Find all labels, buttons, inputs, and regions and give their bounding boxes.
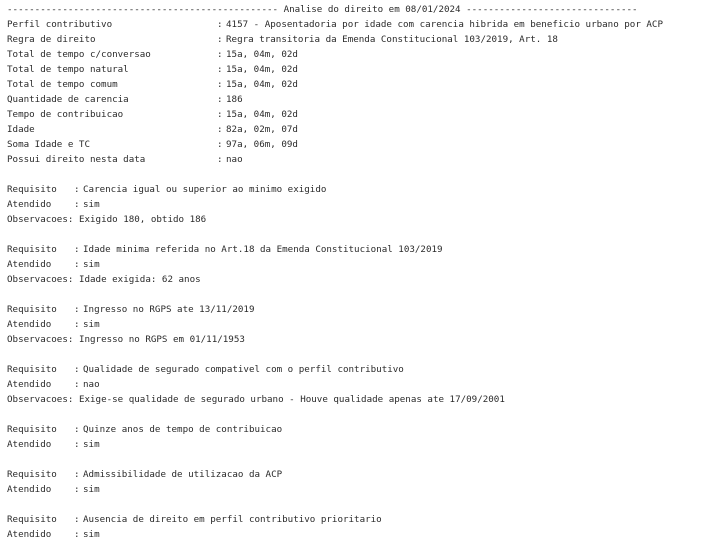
requirement-met-row xyxy=(7,197,711,212)
requirement-label-key: Requisito xyxy=(7,424,57,435)
requirement-label-colon: : xyxy=(74,304,80,315)
summary-colon: : xyxy=(217,34,223,45)
summary-colon: : xyxy=(217,64,223,75)
summary-colon: : xyxy=(217,49,223,60)
requirement-met-row xyxy=(7,437,711,452)
requirement-label-key: Requisito xyxy=(7,244,57,255)
requirement-notes-key: Observacoes xyxy=(7,394,68,405)
analysis-report xyxy=(7,2,711,542)
spacer xyxy=(7,347,711,362)
summary-colon: : xyxy=(217,94,223,105)
spacer xyxy=(7,167,711,182)
requirement-met-row xyxy=(7,527,711,542)
summary-label: Regra de direito xyxy=(7,34,96,45)
requirement-block xyxy=(7,302,711,347)
requirement-notes-value: Idade exigida: 62 anos xyxy=(78,274,201,285)
summary-row xyxy=(7,77,711,92)
summary-row xyxy=(7,47,711,62)
requirement-label-value: Admissibilidade de utilizacao da ACP xyxy=(83,469,283,480)
summary-colon: : xyxy=(217,19,223,30)
requirement-notes-key: Observacoes xyxy=(7,274,68,285)
summary-row xyxy=(7,17,711,32)
summary-row xyxy=(7,122,711,137)
spacer xyxy=(7,452,711,467)
requirement-met-value: sim xyxy=(83,439,100,450)
requirement-label-key: Requisito xyxy=(7,469,57,480)
summary-value: nao xyxy=(226,154,243,165)
requirement-met-colon: : xyxy=(74,379,80,390)
requirement-label-row xyxy=(7,422,711,437)
summary-value: Regra transitoria da Emenda Constitucional 103/2019, Art. 18 xyxy=(226,34,558,45)
requirement-notes-colon: : xyxy=(67,394,74,405)
requirement-label-row xyxy=(7,362,711,377)
requirement-notes-value: Exige-se qualidade de segurado urbano - Houve qualidade apenas ate 17/09/2001 xyxy=(78,394,505,405)
requirement-notes-key: Observacoes xyxy=(7,214,68,225)
requirement-met-colon: : xyxy=(74,319,80,330)
summary-row xyxy=(7,62,711,77)
summary-label: Soma Idade e TC xyxy=(7,139,90,150)
requirement-met-colon: : xyxy=(74,439,80,450)
requirement-label-key: Requisito xyxy=(7,304,57,315)
requirement-met-colon: : xyxy=(74,259,80,270)
summary-row xyxy=(7,152,711,167)
requirement-label-key: Requisito xyxy=(7,364,57,375)
requirement-label-key: Requisito xyxy=(7,184,57,195)
summary-value: 15a, 04m, 02d xyxy=(226,49,298,60)
requirement-met-key: Atendido xyxy=(7,439,52,450)
requirement-notes-colon: : xyxy=(67,334,74,345)
requirement-label-value: Ausencia de direito em perfil contributivo prioritario xyxy=(83,514,382,525)
requirement-label-colon: : xyxy=(74,514,80,525)
requirement-label-row xyxy=(7,512,711,527)
requirement-met-row xyxy=(7,377,711,392)
requirement-met-row xyxy=(7,257,711,272)
requirement-met-value: sim xyxy=(83,319,100,330)
requirement-met-value: nao xyxy=(83,379,100,390)
requirement-label-colon: : xyxy=(74,424,80,435)
requirement-block xyxy=(7,422,711,452)
spacer xyxy=(7,497,711,512)
requirement-label-colon: : xyxy=(74,364,80,375)
requirement-label-value: Qualidade de segurado compativel com o perfil contributivo xyxy=(83,364,404,375)
spacer xyxy=(7,407,711,422)
requirement-met-colon: : xyxy=(74,484,80,495)
requirement-label-value: Ingresso no RGPS ate 13/11/2019 xyxy=(83,304,255,315)
summary-colon: : xyxy=(217,139,223,150)
requirement-met-key: Atendido xyxy=(7,259,52,270)
requirement-met-value: sim xyxy=(83,529,100,540)
requirement-met-key: Atendido xyxy=(7,199,52,210)
summary-colon: : xyxy=(217,109,223,120)
summary-value: 15a, 04m, 02d xyxy=(226,79,298,90)
requirements-section xyxy=(7,167,711,542)
requirement-notes-row xyxy=(7,212,711,227)
requirement-block xyxy=(7,362,711,407)
requirement-label-value: Idade minima referida no Art.18 da Emenda Constitucional 103/2019 xyxy=(83,244,443,255)
summary-label: Total de tempo comum xyxy=(7,79,118,90)
requirement-block xyxy=(7,182,711,227)
summary-value: 82a, 02m, 07d xyxy=(226,124,298,135)
requirement-met-colon: : xyxy=(74,199,80,210)
requirement-label-row xyxy=(7,467,711,482)
requirement-met-colon: : xyxy=(74,529,80,540)
requirement-notes-colon: : xyxy=(67,214,74,225)
requirement-label-value: Carencia igual ou superior ao minimo exigido xyxy=(83,184,327,195)
summary-row xyxy=(7,107,711,122)
summary-value: 186 xyxy=(226,94,243,105)
summary-row xyxy=(7,92,711,107)
summary-colon: : xyxy=(217,154,223,165)
summary-value: 97a, 06m, 09d xyxy=(226,139,298,150)
requirement-label-row xyxy=(7,302,711,317)
summary-label: Idade xyxy=(7,124,35,135)
summary-colon: : xyxy=(217,79,223,90)
requirement-met-key: Atendido xyxy=(7,484,52,495)
requirement-label-colon: : xyxy=(74,244,80,255)
summary-label: Quantidade de carencia xyxy=(7,94,129,105)
requirement-met-row xyxy=(7,317,711,332)
requirement-label-value: Quinze anos de tempo de contribuicao xyxy=(83,424,283,435)
report-header: ------------------------------------------------- Analise do direito em 08/01/2024 ------------------------------- xyxy=(7,4,638,15)
requirement-label-key: Requisito xyxy=(7,514,57,525)
requirement-label-colon: : xyxy=(74,469,80,480)
summary-label: Total de tempo c/conversao xyxy=(7,49,151,60)
summary-label: Tempo de contribuicao xyxy=(7,109,124,120)
summary-row xyxy=(7,32,711,47)
spacer xyxy=(7,287,711,302)
summary-label: Perfil contributivo xyxy=(7,19,113,30)
spacer xyxy=(7,227,711,242)
requirement-notes-row xyxy=(7,392,711,407)
requirement-block xyxy=(7,242,711,287)
summary-label: Total de tempo natural xyxy=(7,64,129,75)
summary-colon: : xyxy=(217,124,223,135)
summary-value: 15a, 04m, 02d xyxy=(226,64,298,75)
requirement-met-value: sim xyxy=(83,259,100,270)
requirement-met-value: sim xyxy=(83,199,100,210)
requirement-met-key: Atendido xyxy=(7,319,52,330)
requirement-notes-value: Exigido 180, obtido 186 xyxy=(78,214,207,225)
requirement-label-row xyxy=(7,242,711,257)
requirement-met-key: Atendido xyxy=(7,379,52,390)
summary-label: Possui direito nesta data xyxy=(7,154,146,165)
summary-value: 15a, 04m, 02d xyxy=(226,109,298,120)
requirement-met-key: Atendido xyxy=(7,529,52,540)
requirement-notes-row xyxy=(7,272,711,287)
requirement-met-row xyxy=(7,482,711,497)
requirement-notes-value: Ingresso no RGPS em 01/11/1953 xyxy=(78,334,245,345)
summary-value: 4157 - Aposentadoria por idade com carencia hibrida em beneficio urbano por ACP xyxy=(226,19,663,30)
requirement-block xyxy=(7,512,711,542)
summary-row xyxy=(7,137,711,152)
requirement-notes-row xyxy=(7,332,711,347)
requirement-block xyxy=(7,467,711,497)
requirement-notes-colon: : xyxy=(67,274,74,285)
requirement-met-value: sim xyxy=(83,484,100,495)
summary-section xyxy=(7,17,711,167)
requirement-notes-key: Observacoes xyxy=(7,334,68,345)
requirement-label-colon: : xyxy=(74,184,80,195)
requirement-label-row xyxy=(7,182,711,197)
